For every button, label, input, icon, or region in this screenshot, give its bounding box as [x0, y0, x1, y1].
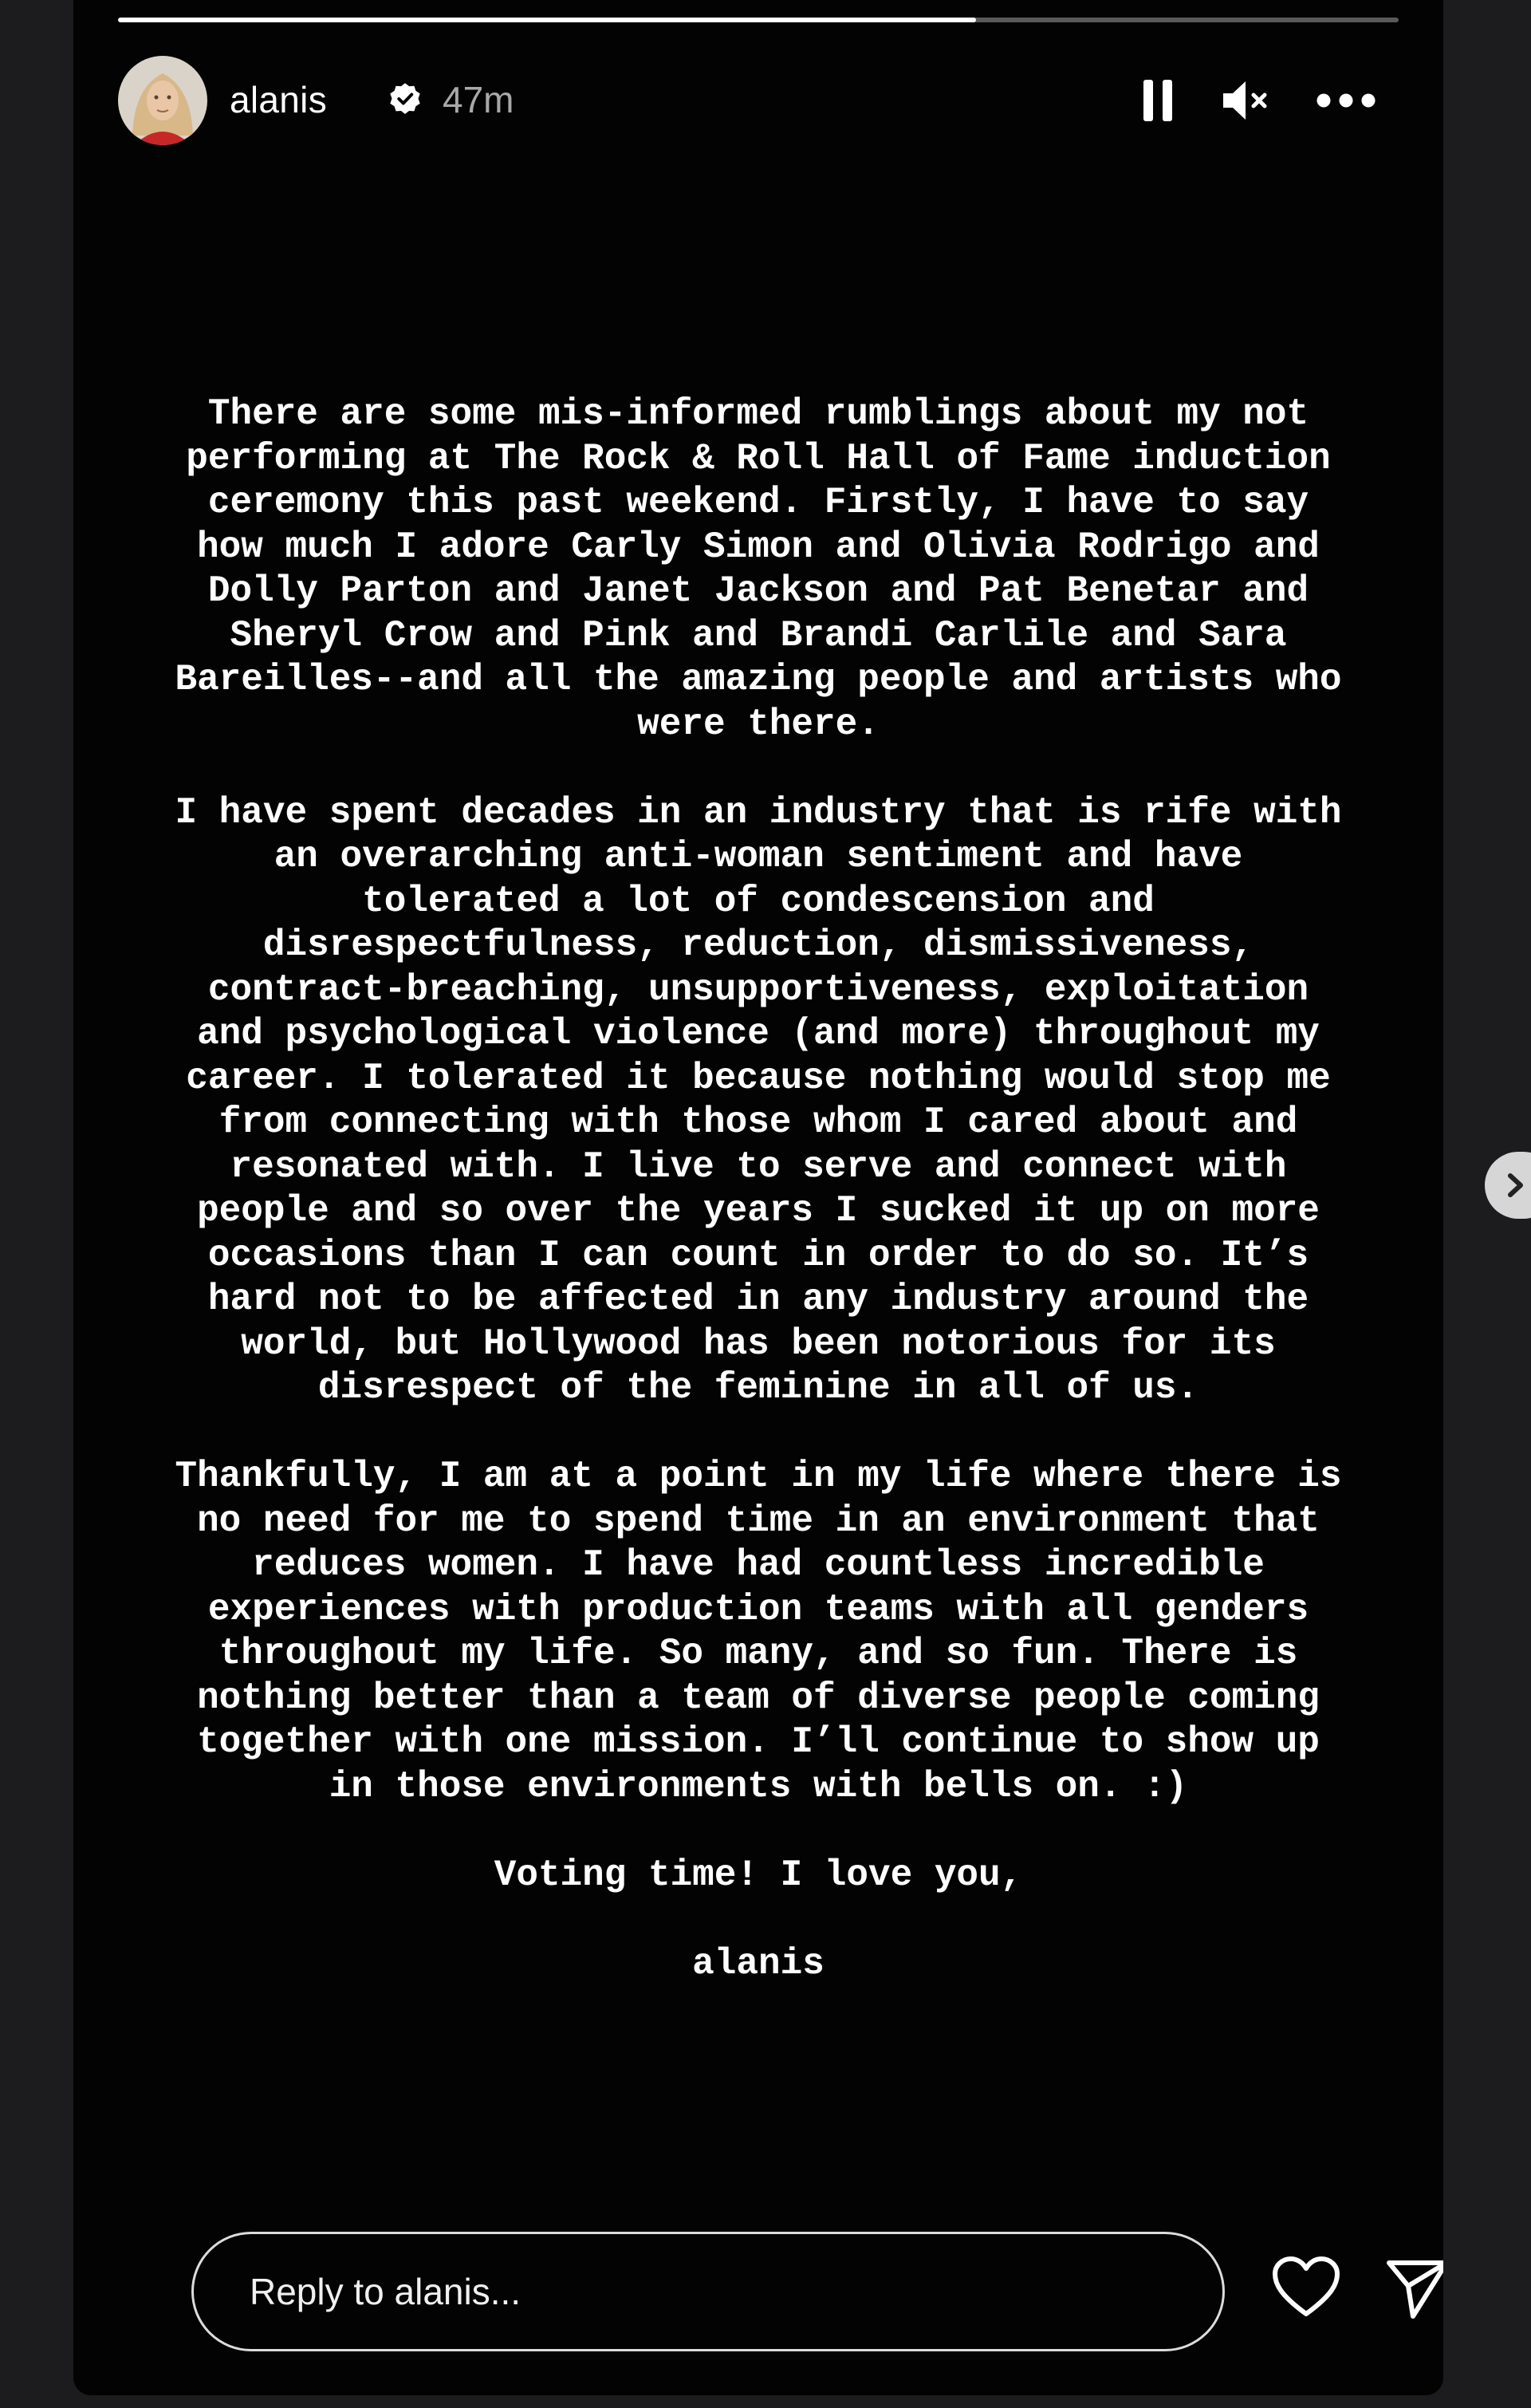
story-paragraph: Thankfully, I am at a point in my life where there is no need for me to spend time in an environment that reduces women. I have had countless incredible experiences with production teams with all genders throughout my life. So many, and so fun. There is nothing better than a team of diverse people coming together with one mission. I’ll continue to show up in those environments with bells on. :)	[175, 1456, 1342, 1807]
story-paragraph: I have spent decades in an industry that is rife with an overarching anti-woman sentiment and have tolerated a lot of condescension and disrespectfulness, reduction, dismissiveness, contract-breaching, unsupportiveness, exploitation and psychological violence (and more) throughout my career. I tolerated it because nothing would stop me from connecting with those whom I cared about and resonated with. I live to serve and connect with people and so over the years I sucked it up on more occasions than I can count in order to do so. It’s hard not to be affected in any industry around the world, but Hollywood has been notorious for its disrespect of the feminine in all of us.	[175, 791, 1342, 1409]
post-timestamp: 47m	[443, 79, 514, 120]
pause-icon	[1142, 80, 1174, 121]
pause-button[interactable]	[1126, 69, 1190, 132]
next-story-button[interactable]	[1485, 1152, 1531, 1219]
reply-input[interactable]	[191, 2232, 1225, 2351]
heart-icon	[1272, 2256, 1340, 2319]
more-options-button[interactable]	[1314, 69, 1378, 132]
story-header	[118, 56, 1399, 145]
like-button[interactable]	[1268, 2249, 1344, 2326]
author-username[interactable]: alanis	[230, 79, 327, 120]
share-button[interactable]	[1379, 2251, 1443, 2327]
verified-badge-icon	[388, 81, 423, 116]
story-paragraph: There are some mis-informed rumblings about my not performing at The Rock & Roll Hall of Fame induction ceremony this past weekend. Firstly, I have to say how much I adore Carly Simon and Olivia Rodrigo and Dolly Parton and Janet Jackson and Pat Benetar and Sheryl Crow and Pink and Brandi Carlile and Sara Bareilles--and all the amazing people and artists who were there.	[175, 393, 1342, 745]
story-text-overlay	[73, 392, 1443, 1986]
story-paragraph: Voting time! I love you,	[494, 1854, 1023, 1896]
story-signature: alanis	[692, 1942, 825, 1984]
story-progress-fill	[118, 18, 976, 22]
chevron-right-icon	[1499, 1169, 1531, 1201]
more-options-icon	[1316, 93, 1376, 108]
mute-button[interactable]	[1214, 69, 1277, 132]
volume-muted-icon	[1222, 79, 1269, 122]
story-frame[interactable]	[73, 0, 1443, 2395]
story-progress-bar	[118, 18, 1399, 22]
avatar[interactable]	[118, 56, 207, 145]
send-icon	[1386, 2259, 1443, 2319]
